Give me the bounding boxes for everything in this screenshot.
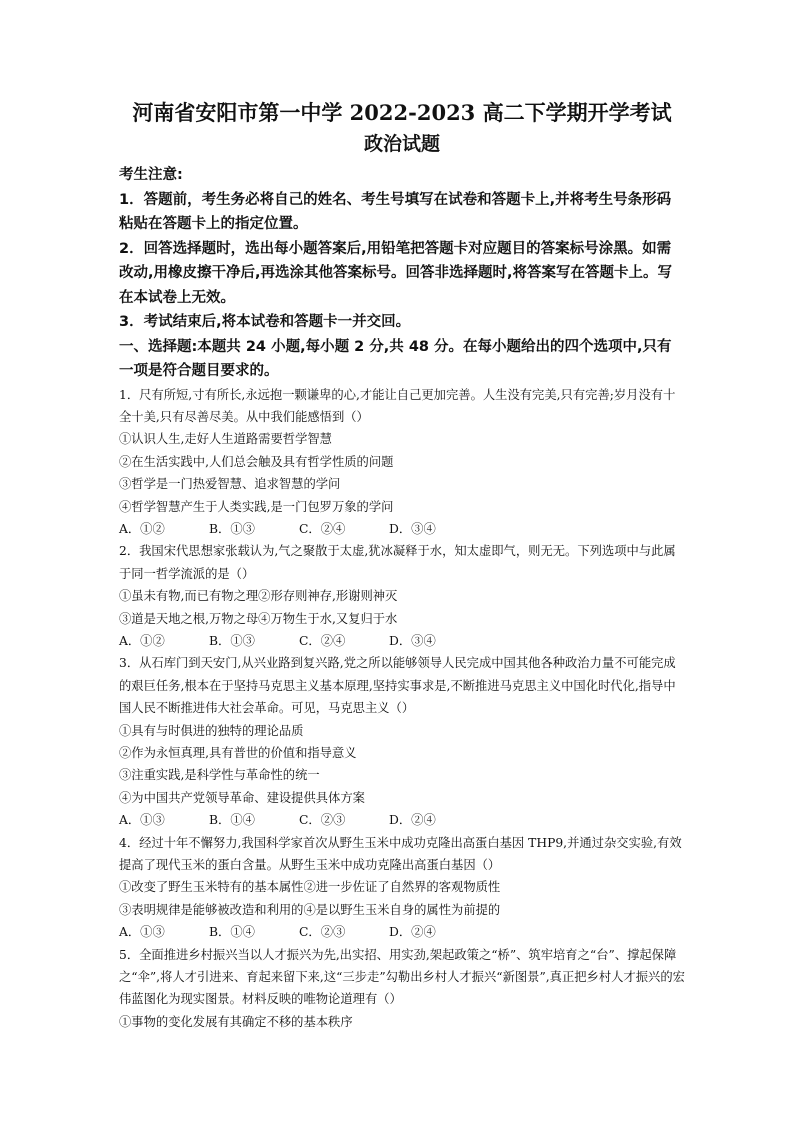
question-stem: 1．尺有所短,寸有所长,永远抱一颗谦卑的心,才能让自己更加完善。人生没有完美,只有完善;岁月没有十全十美,只有尽善尽美。从中我们能感悟到（） xyxy=(119,387,676,424)
question-stem: 4．经过十年不懈努力,我国科学家首次从野生玉米中成功克隆出高蛋白基因 THP9,并通过杂交实验,有效提高了现代玉米的蛋白含量。从野生玉米中成功克隆出高蛋白基因（） xyxy=(119,835,682,873)
option-d: D．②④ xyxy=(389,813,436,828)
question-item: ①具有与时俱进的独特的理论品质 xyxy=(119,723,304,738)
answer-options xyxy=(119,518,685,540)
notice-item-1: 1．答题前，考生务必将自己的姓名、考生号填写在试卷和答题卡上,并将考生号条形码粘贴在答题卡上的指定位置。 xyxy=(119,191,672,232)
option-c: C．②③ xyxy=(299,925,346,940)
option-c: C．②③ xyxy=(299,813,346,828)
section-heading: 一、选择题:本题共 24 小题,每小题 2 分,共 48 分。在每小题给出的四个选项中,只有一项是符合题目要求的。 xyxy=(119,338,672,379)
question-item: ③道是天地之根,万物之母④万物生于水,又复归于水 xyxy=(119,611,398,626)
question-item: ②在生活实践中,人们总会触及具有哲学性质的问题 xyxy=(119,454,394,469)
question-stem: 3．从石库门到天安门,从兴业路到复兴路,党之所以能够领导人民完成中国其他各种政治力量不可能完成的艰巨任务,根本在于坚持马克思主义基本原理,坚持实事求是,不断推进马克思主义中国化时代化,指导中国人民不断推进伟大社会革命。可见，马克思主义（） xyxy=(119,656,676,716)
option-a: A．①② xyxy=(119,633,165,648)
question-2 xyxy=(119,540,685,652)
question-item: ③表明规律是能够被改造和利用的④是以野生玉米自身的属性为前提的 xyxy=(119,902,501,917)
option-d: D．③④ xyxy=(389,521,436,536)
question-item: ②作为永恒真理,具有普世的价值和指导意义 xyxy=(119,746,357,760)
option-c: C．②④ xyxy=(299,633,346,648)
option-b: B．①④ xyxy=(209,925,255,940)
question-stem: 5．全面推进乡村振兴当以人才振兴为先,出实招、用实劲,架起政策之“桥”、筑牢培育之“台”、撑起保障之“伞”,将人才引进来、育起来留下来,这“三步走”勾勒出乡村人才振兴“新图景”,真正把乡村人才振兴的宏伟蓝图化为现实图景。材料反映的唯物论道理有（） xyxy=(119,947,685,1007)
answer-options xyxy=(119,809,685,831)
answer-options xyxy=(119,630,685,652)
question-item: ①认识人生,走好人生道路需要哲学智慧 xyxy=(119,432,332,447)
question-item: ④为中国共产党领导革命、建设提供具体方案 xyxy=(119,790,365,805)
option-b: B．①③ xyxy=(209,633,255,648)
option-c: C．②④ xyxy=(299,521,346,536)
question-3 xyxy=(119,652,685,831)
notice-heading: 考生注意: xyxy=(119,167,183,183)
notice-block xyxy=(119,163,685,384)
question-stem: 2．我国宋代思想家张载认为,气之聚散于太虚,犹冰凝释于水，知太虚即气，则无无。下列选项中与此属于同一哲学流派的是（） xyxy=(119,544,676,581)
option-a: A．①③ xyxy=(119,813,165,828)
option-d: D．③④ xyxy=(389,633,436,648)
answer-options xyxy=(119,921,685,943)
question-item: ①改变了野生玉米特有的基本属性②进一步佐证了自然界的客观物质性 xyxy=(119,880,501,895)
exam-title: 河南省安阳市第一中学 2022-2023 高二下学期开学考试 xyxy=(132,100,672,125)
option-b: B．①③ xyxy=(209,521,255,536)
question-5 xyxy=(119,944,685,1034)
option-d: D．②④ xyxy=(389,925,436,940)
option-a: A．①② xyxy=(119,521,165,536)
question-1 xyxy=(119,384,685,541)
page-content xyxy=(119,97,685,1033)
question-item: ③哲学是一门热爱智慧、追求智慧的学问 xyxy=(119,477,341,492)
option-a: A．①③ xyxy=(119,925,165,940)
question-item: ④哲学智慧产生于人类实践,是一门包罗万象的学问 xyxy=(119,499,394,514)
question-4 xyxy=(119,832,685,944)
question-item: ①虽未有物,而已有物之理②形存则神存,形谢则神灭 xyxy=(119,589,398,604)
notice-item-2: 2．回答选择题时，选出每小题答案后,用铅笔把答题卡对应题目的答案标号涂黑。如需改动,用橡皮擦干净后,再选涂其他答案标号。回答非选择题时,将答案写在答题卡上。写在本试卷上无效。 xyxy=(119,240,673,306)
option-b: B．①④ xyxy=(209,813,255,828)
exam-subtitle: 政治试题 xyxy=(363,133,440,155)
question-item: ③注重实践,是科学性与革命性的统一 xyxy=(119,768,320,783)
question-item: ①事物的变化发展有其确定不移的基本秩序 xyxy=(119,1014,353,1029)
notice-item-3: 3．考试结束后,将本试卷和答题卡一并交回。 xyxy=(119,314,411,330)
